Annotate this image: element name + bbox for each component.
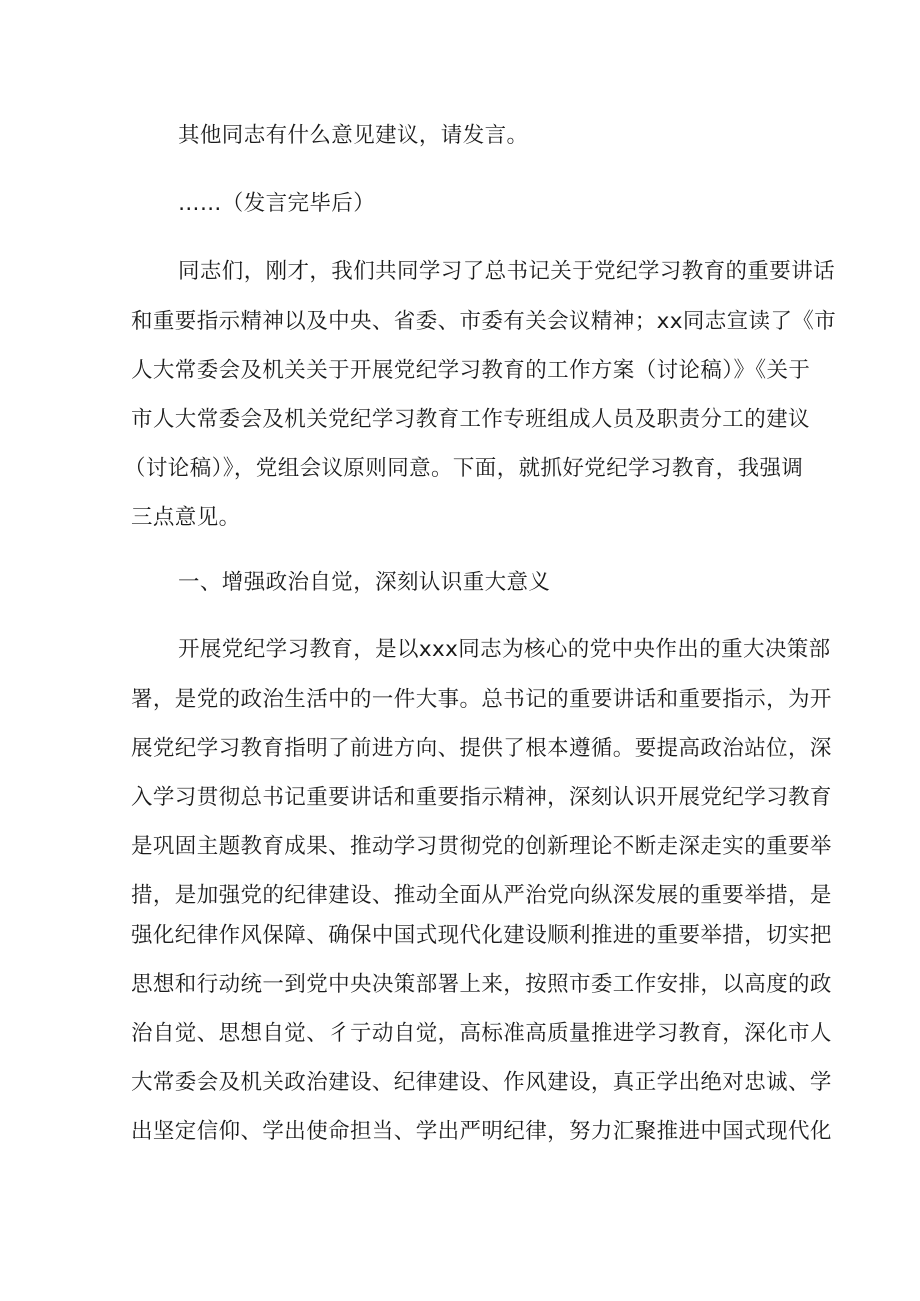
paragraph-line <box>0 729 920 769</box>
paragraph-line <box>0 498 920 538</box>
paragraph-line <box>0 916 920 956</box>
line-text: ……（发言完毕后） <box>178 191 376 216</box>
line-text: 其他同志有什么意见建议，请发言。 <box>178 123 529 148</box>
line-text: 人大常委会及机关关于开展党纪学习教育的工作方案（讨论稿）》《关于 <box>131 358 811 383</box>
paragraph-line <box>0 116 920 156</box>
line-text: 思想和行动统一到党中央决策部署上来，按照市委工作安排，以高度的政 <box>131 972 832 997</box>
line-text: 和重要指示精神以及中央、省委、市委有关会议精神；xx同志宣读了《市 <box>131 309 837 334</box>
paragraph-line <box>0 184 920 224</box>
paragraph-line <box>0 1014 920 1054</box>
paragraph-line <box>0 1112 920 1152</box>
paragraph-line <box>0 1063 920 1103</box>
line-text: 强化纪律作风保障、确保中国式现代化建设顺利推进的重要举措，切实把 <box>131 923 832 948</box>
line-text: （讨论稿）》，党组会议原则同意。下面，就抓好党纪学习教育，我强调 <box>124 456 804 481</box>
line-text: 同志们，刚才，我们共同学习了总书记关于党纪学习教育的重要讲话 <box>178 259 836 284</box>
paragraph-line <box>0 302 920 342</box>
line-text: 署，是党的政治生活中的一件大事。总书记的重要讲话和重要指示，为开 <box>131 687 832 712</box>
paragraph-line <box>0 630 920 670</box>
line-text: 是巩固主题教育成果、推动学习贯彻党的创新理论不断走深走实的重要举 <box>131 834 832 859</box>
heading-text: 一、增强政治自觉，深刻认识重大意义 <box>178 570 551 595</box>
section-heading <box>0 563 920 603</box>
paragraph-line <box>0 400 920 440</box>
line-text: 入学习贯彻总书记重要讲话和重要指示精神，深刻认识开展党纪学习教育 <box>131 785 832 810</box>
line-text: 市人大常委会及机关党纪学习教育工作专班组成人员及职责分工的建议 <box>131 407 810 432</box>
paragraph-line <box>0 965 920 1005</box>
paragraph-line <box>0 351 920 391</box>
paragraph-line <box>0 680 920 720</box>
paragraph-line <box>0 449 920 489</box>
paragraph-line <box>0 827 920 867</box>
line-text: 三点意见。 <box>131 505 241 530</box>
line-text: 治自觉、思想自觉、彳亍动自觉，高标准高质量推进学习教育，深化市人 <box>131 1021 832 1046</box>
line-text: 开展党纪学习教育，是以xxx同志为核心的党中央作出的重大决策部 <box>178 637 831 662</box>
paragraph-line <box>0 876 920 916</box>
line-text: 大常委会及机关政治建设、纪律建设、作风建设，真正学出绝对忠诚、学 <box>131 1070 832 1095</box>
paragraph-line <box>0 252 920 292</box>
line-text: 出坚定信仰、学出使命担当、学出严明纪律，努力汇聚推进中国式现代化 <box>131 1119 832 1144</box>
line-text: 展党纪学习教育指明了前进方向、提供了根本遵循。要提高政治站位，深 <box>131 736 832 761</box>
paragraph-line <box>0 778 920 818</box>
line-text: 措，是加强党的纪律建设、推动全面从严治党向纵深发展的重要举措，是 <box>131 883 832 908</box>
